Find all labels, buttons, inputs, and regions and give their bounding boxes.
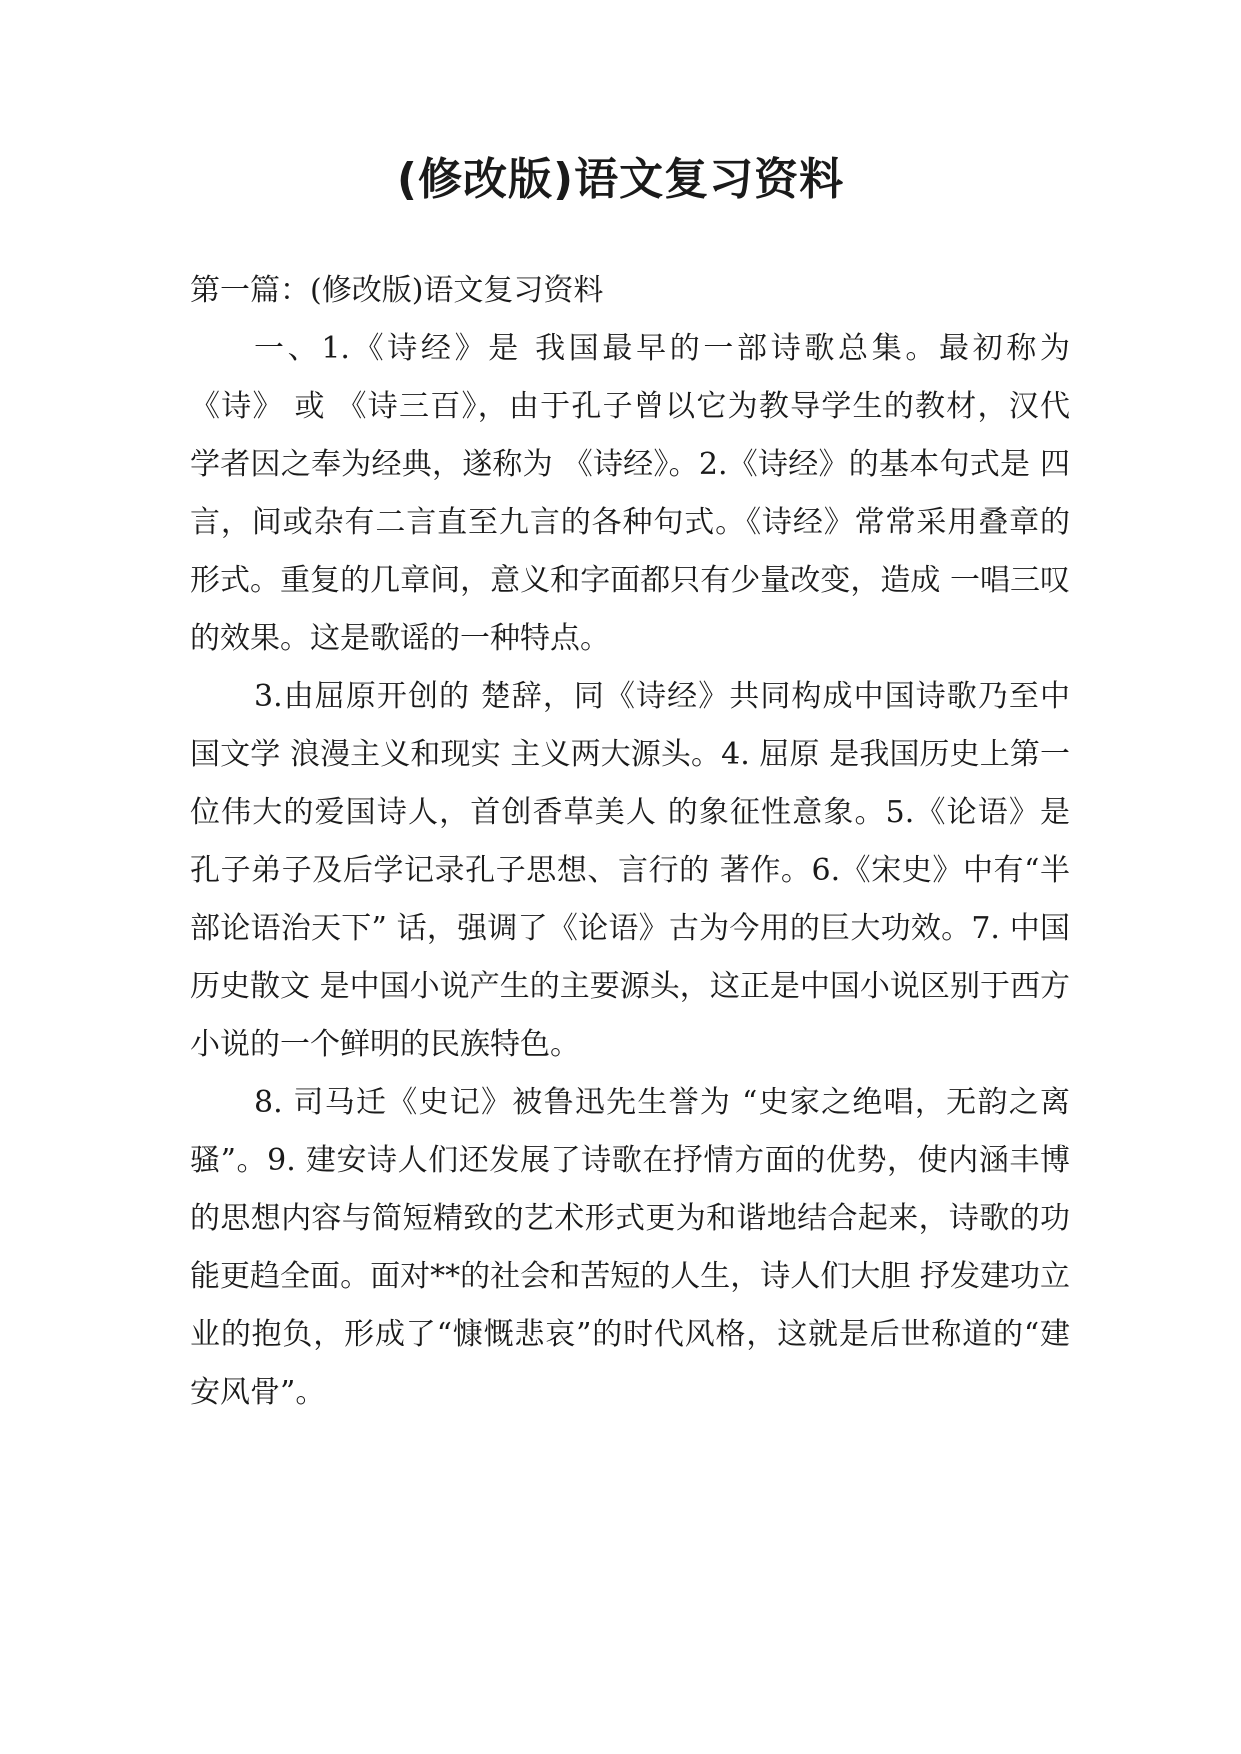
paragraph-2: 3.由屈原开创的 楚辞，同《诗经》共同构成中国诗歌乃至中国文学 浪漫主义和现实 主义两大源头。4. 屈原 是我国历史上第一位伟大的爱国诗人，首创香草美人 的象征性意象。5.《论语》是 孔子弟子及后学记录孔子思想、言行的 著作。6.《宋史》中有“半部论语治天下” 话，强调了《论语》古为今用的巨大功效。7. 中国历史散文 是中国小说产生的主要源头，这正是中国小说区别于西方小说的一个鲜明的民族特色。 (190, 679, 1070, 1062)
section-heading: 第一篇：(修改版)语文复习资料 (190, 273, 604, 308)
paragraph-1: 一、1.《诗经》是 我国最早的一部诗歌总集。最初称为《诗》 或 《诗三百》，由于孔子曾以它为教导学生的教材，汉代 学者因之奉为经典，遂称为 《诗经》。2.《诗经》的基本句式是 四言，间或杂有二言直至九言的各种句式。《诗经》常常采用叠章的形式。重复的几章间，意义和字面都只有少量改变，造成 一唱三叹 的效果。这是歌谣的一种特点。 (190, 331, 1070, 656)
document-title: (修改版)语文复习资料 (396, 154, 845, 205)
document-body (190, 262, 1070, 1422)
paragraph-3: 8. 司马迁《史记》被鲁迅先生誉为 “史家之绝唱，无韵之离骚”。9. 建安诗人们还发展了诗歌在抒情方面的优势，使内涵丰博的思想内容与简短精致的艺术形式更为和谐地结合起来，诗歌的功能更趋全面。面对**的社会和苦短的人生，诗人们大胆 抒发建功立业的抱负，形成了“慷慨悲哀”的时代风格，这就是后世称道的“建安风骨”。 (190, 1085, 1070, 1410)
